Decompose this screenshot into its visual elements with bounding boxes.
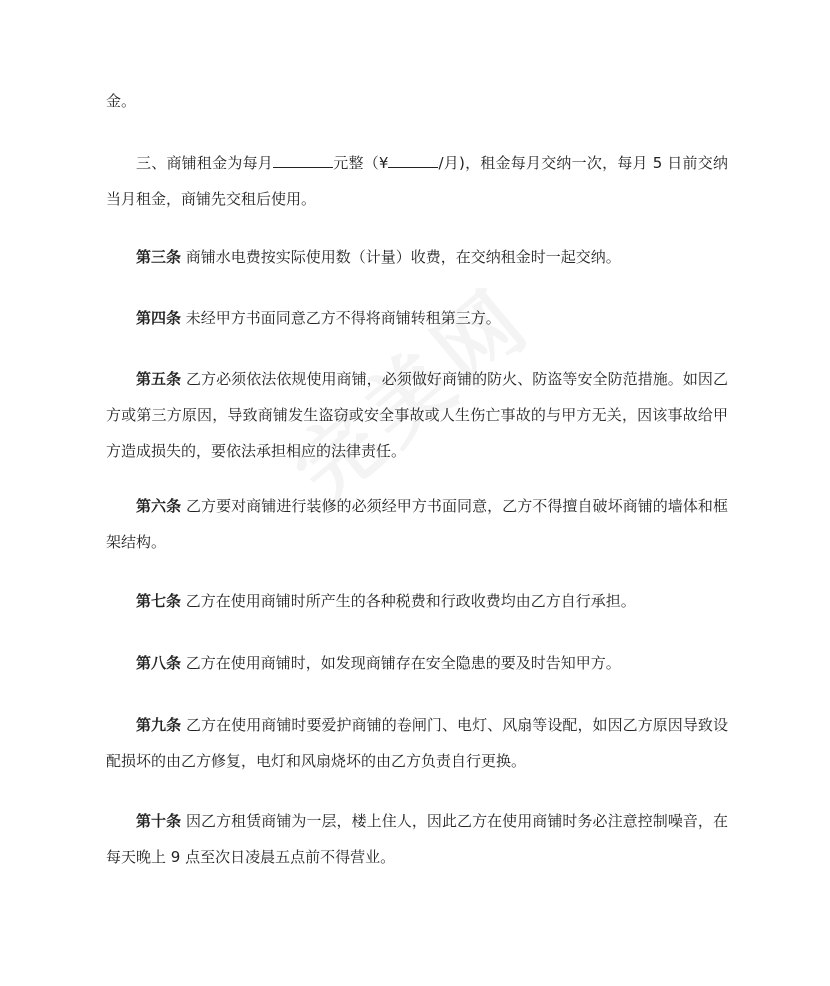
article-label: 第七条 [136,592,182,610]
article-text: 未经甲方书面同意乙方不得将商铺转租第三方。 [181,309,501,327]
article-text: 乙方在使用商铺时，如发现商铺存在安全隐患的要及时告知甲方。 [181,654,621,672]
article-text: 乙方在使用商铺时要爱护商铺的卷闸门、电灯、风扇等设配，如因乙方原因导致设配损坏的由乙方修复，电灯和风扇烧坏的由乙方负责自行更换。 [106,716,728,770]
article-label: 第三条 [136,248,182,266]
paragraph-rent-clause [106,145,728,217]
article-text: 乙方在使用商铺时所产生的各种税费和行政收费均由乙方自行承担。 [181,592,636,610]
article-label: 第十条 [136,812,182,830]
article-3 [106,239,728,275]
article-label: 第九条 [136,716,182,734]
article-text: 乙方要对商铺进行装修的必须经甲方书面同意，乙方不得擅自破坏商铺的墙体和框架结构。 [106,497,728,551]
continuation-text: 金。 [106,92,137,110]
article-4 [106,300,728,336]
article-label: 第五条 [136,370,182,388]
rent-text-c: /月)，租金每月交纳一次，每月 5 日前交纳当月租金，商铺先交租后使用。 [106,154,728,208]
article-text: 商铺水电费按实际使用数（计量）收费，在交纳租金时一起交纳。 [181,248,621,266]
rent-amount-blank [273,150,333,168]
rent-amount-yuan-blank [388,150,438,168]
article-8 [106,645,728,681]
paragraph-continuation [106,83,728,119]
article-9 [106,707,728,779]
article-text: 乙方必须依法依规使用商铺，必须做好商铺的防火、防盗等安全防范措施。如因乙方或第三方原因，导致商铺发生盗窃或安全事故或人生伤亡事故的与甲方无关，因该事故给甲方造成损失的，要依法承担相应的法律责任。 [106,370,728,460]
article-label: 第八条 [136,654,182,672]
article-label: 第四条 [136,309,182,327]
rent-text-a: 三、商铺租金为每月 [136,154,274,172]
article-label: 第六条 [136,497,182,515]
article-6 [106,488,728,560]
rent-text-b: 元整（¥ [333,154,389,172]
article-5 [106,361,728,469]
article-7 [106,583,728,619]
article-text: 因乙方租赁商铺为一层，楼上住人，因此乙方在使用商铺时务必注意控制噪音，在每天晚上 9 点至次日凌晨五点前不得营业。 [106,812,728,866]
article-10 [106,803,728,875]
